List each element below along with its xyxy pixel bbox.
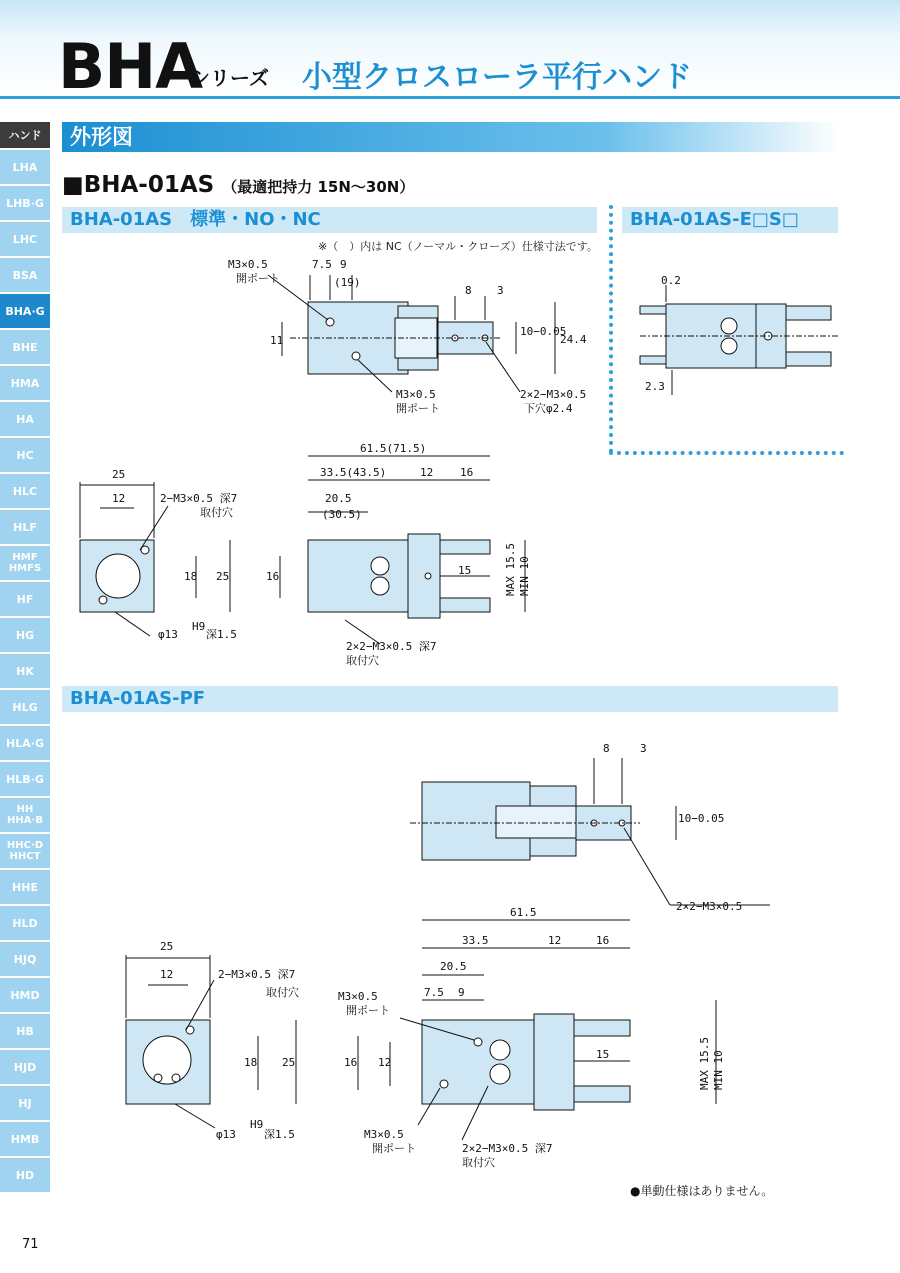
lbl-side-12: 12 (112, 492, 126, 505)
lbl-pf-port-jp-bottom: 開ポート (372, 1142, 416, 1155)
lbl-d11: 11 (270, 334, 284, 347)
lbl-d02: 0.2 (661, 274, 681, 287)
lbl-d244: 24.4 (560, 333, 587, 346)
sidebar-item-hhcdhhct[interactable]: HHC·D HHCT (0, 834, 50, 868)
subsection-standard: BHA-01AS 標準・NO・NC (62, 207, 597, 233)
sidebar-item-bhe[interactable]: BHE (0, 330, 50, 364)
lbl-side-mount: 取付穴 (200, 506, 233, 519)
sidebar-item-hlbg[interactable]: HLB·G (0, 762, 50, 796)
lbl-hole24: 下穴φ2.4 (524, 402, 573, 415)
lbl-d19: (19) (334, 276, 361, 289)
sidebar-item-hlg[interactable]: HLG (0, 690, 50, 724)
lbl-port-top: M3×0.5 (228, 258, 268, 271)
lbl-d23: 2.3 (645, 380, 665, 393)
lbl-pf-side-18: 18 (244, 1056, 258, 1069)
lbl-pf-d75: 7.5 (424, 986, 444, 999)
sidebar-item-lha[interactable]: LHA (0, 150, 50, 184)
lbl-maxmin: MAX 15.5 (504, 543, 517, 596)
lbl-pf-d16: 16 (596, 934, 610, 947)
sidebar-item-hd[interactable]: HD (0, 1158, 50, 1192)
lbl-pf-side-25: 25 (160, 940, 174, 953)
sidebar-item-bhag[interactable]: BHA·G (0, 294, 50, 328)
lbl-mount-front: 取付穴 (346, 654, 379, 667)
nc-note: ※（ ）内は NC（ノーマル・クローズ）仕様寸法です。 (318, 240, 598, 253)
lbl-pf-phi13: φ13 (216, 1128, 236, 1141)
sidebar-item-hf[interactable]: HF (0, 582, 50, 616)
lbl-m3x2d7: 2×2−M3×0.5 深7 (346, 640, 437, 653)
lbl-d12-front: 12 (420, 466, 434, 479)
lbl-d75: 7.5 (312, 258, 332, 271)
sidebar-item-hc[interactable]: HC (0, 438, 50, 472)
lbl-pf-side-mount: 取付穴 (266, 986, 299, 999)
lbl-d615: 61.5(71.5) (360, 442, 427, 455)
sidebar-item-hhe[interactable]: HHE (0, 870, 50, 904)
lbl-port-jp-bottom: 開ポート (396, 402, 440, 415)
lbl-pf-maxmin: MAX 15.5 (698, 1037, 711, 1090)
sidebar-item-hmb[interactable]: HMB (0, 1122, 50, 1156)
lbl-pf-port-top: M3×0.5 (338, 990, 378, 1003)
lbl-pf-d335: 33.5 (462, 934, 489, 947)
lbl-pf-d615: 61.5 (510, 906, 537, 919)
sidebar-item-lhc[interactable]: LHC (0, 222, 50, 256)
section-title: 外形図 (62, 122, 840, 152)
lbl-pf-d205: 20.5 (440, 960, 467, 973)
lbl-pf-d12-side: 12 (378, 1056, 392, 1069)
lbl-pf-depth15: 深1.5 (264, 1128, 295, 1141)
lbl-pf-d9: 9 (458, 986, 465, 999)
lbl-pf-min10: MIN 10 (712, 1050, 725, 1090)
lbl-pf-side-25v: 25 (282, 1056, 296, 1069)
lbl-pf-d15: 15 (596, 1048, 610, 1061)
lbl-tol: 10−0.05 (520, 325, 567, 338)
sidebar-item-bsa[interactable]: BSA (0, 258, 50, 292)
lbl-d15-front: 15 (458, 564, 472, 577)
page-number: 71 (22, 1237, 39, 1252)
sidebar-item-lhbg[interactable]: LHB·G (0, 186, 50, 220)
lbl-d16-front: 16 (460, 466, 474, 479)
subsection-es: BHA-01AS-E□S□ (622, 207, 838, 233)
lbl-pf-m3x2: 2×2−M3×0.5 (676, 900, 743, 913)
lbl-pf-port-bottom: M3×0.5 (364, 1128, 404, 1141)
sidebar-item-hlf[interactable]: HLF (0, 510, 50, 544)
lbl-pf-mount: 取付穴 (462, 1156, 495, 1169)
footnote: ●単動仕様はありません。 (630, 1184, 774, 1198)
sidebar-item-ha[interactable]: HA (0, 402, 50, 436)
lbl-pf-port-jp-top: 開ポート (346, 1004, 390, 1017)
lbl-port-bottom: M3×0.5 (396, 388, 436, 401)
model-name: ■BHA-01AS (62, 172, 215, 198)
lbl-side-18: 18 (184, 570, 198, 583)
lbl-pf-d16-side: 16 (344, 1056, 358, 1069)
sidebar-item-hlc[interactable]: HLC (0, 474, 50, 508)
series-suffix: シリーズ (190, 66, 269, 90)
lbl-side-m3d7: 2−M3×0.5 深7 (160, 492, 238, 505)
lbl-pf-d8: 8 (603, 742, 610, 755)
lbl-pf-d3: 3 (640, 742, 647, 755)
sidebar-item-hg[interactable]: HG (0, 618, 50, 652)
subsection-pf: BHA-01AS-PF (62, 686, 838, 712)
sidebar-item-hjq[interactable]: HJQ (0, 942, 50, 976)
sidebar-item-hb[interactable]: HB (0, 1014, 50, 1048)
lbl-pf-h9: H9 (250, 1118, 264, 1131)
series-name: BHA (58, 30, 203, 103)
lbl-depth15: 深1.5 (206, 628, 237, 641)
lbl-pf-m3x2d7: 2×2−M3×0.5 深7 (462, 1142, 553, 1155)
lbl-d3: 3 (497, 284, 504, 297)
lbl-side-25: 25 (112, 468, 126, 481)
lbl-pf-tol: 10−0.05 (678, 812, 725, 825)
lbl-port-jp-top: 開ポート (236, 272, 280, 285)
lbl-pf-d12: 12 (548, 934, 562, 947)
lbl-d8: 8 (465, 284, 472, 297)
lbl-d16-side: 16 (266, 570, 280, 583)
sidebar-item-hma[interactable]: HMA (0, 366, 50, 400)
lbl-m3x2: 2×2−M3×0.5 (520, 388, 587, 401)
sidebar-item-hmfhmfs[interactable]: HMF HMFS (0, 546, 50, 580)
lbl-min10: MIN 10 (518, 556, 531, 596)
sidebar-item-hj[interactable]: HJ (0, 1086, 50, 1120)
page-title: 小型クロスローラ平行ハンド (302, 60, 692, 95)
model-grip-force: （最適把持力 15N〜30N） (222, 178, 415, 196)
lbl-phi13: φ13 (158, 628, 178, 641)
lbl-side-25v: 25 (216, 570, 230, 583)
sidebar-item-hld[interactable]: HLD (0, 906, 50, 940)
lbl-d9: 9 (340, 258, 347, 271)
lbl-pf-side-m3d7: 2−M3×0.5 深7 (218, 968, 296, 981)
sidebar-item-hk[interactable]: HK (0, 654, 50, 688)
lbl-h9: H9 (192, 620, 206, 633)
sidebar-item-hmd[interactable]: HMD (0, 978, 50, 1012)
sidebar-item-hjd[interactable]: HJD (0, 1050, 50, 1084)
lbl-d205: 20.5 (325, 492, 352, 505)
lbl-d335: 33.5(43.5) (320, 466, 387, 479)
lbl-pf-side-12: 12 (160, 968, 174, 981)
sidebar-item-hlag[interactable]: HLA·G (0, 726, 50, 760)
sidebar-head: ハンド (0, 122, 50, 148)
lbl-d305: (30.5) (322, 508, 362, 521)
sidebar-item-hhhhab[interactable]: HH HHA·B (0, 798, 50, 832)
